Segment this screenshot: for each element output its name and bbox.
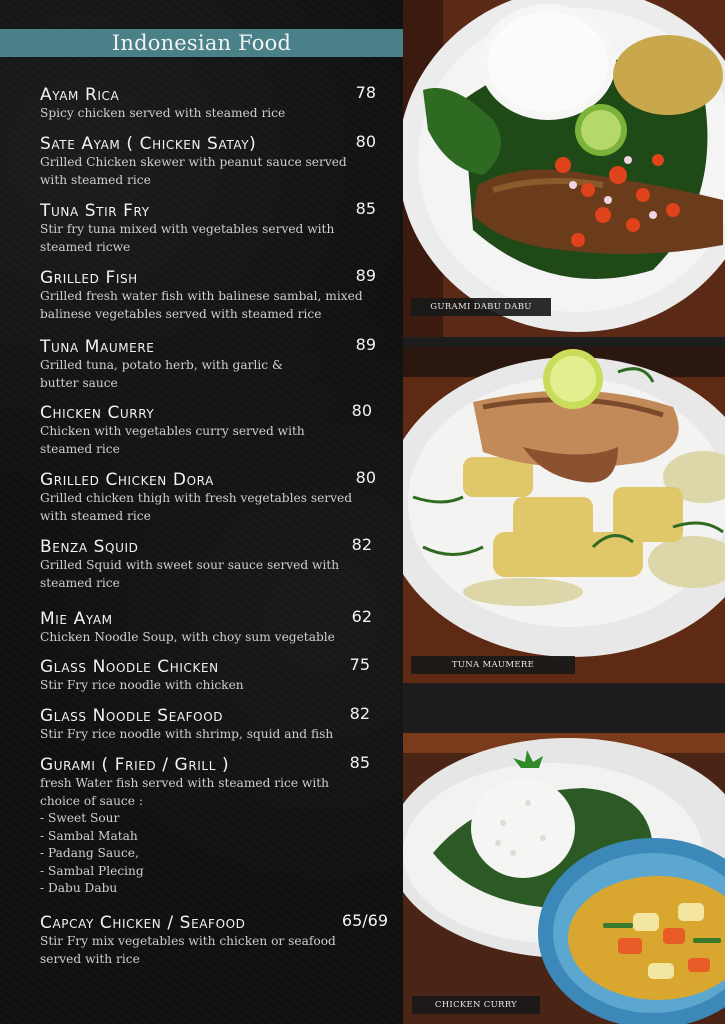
item-description — [40, 775, 340, 898]
item-description-text: fresh Water fish served with steamed rice with choice of sauce : — [40, 776, 329, 808]
item-description: Chicken with vegetables curry served with steamed rice — [40, 424, 305, 456]
item-price: 80 — [351, 401, 372, 420]
gurami-dish-image — [403, 0, 725, 337]
item-price: 80 — [355, 132, 376, 151]
photo-caption: CHICKEN CURRY — [412, 996, 540, 1014]
title-bar — [0, 29, 403, 57]
item-price: 89 — [355, 335, 376, 354]
item-description: Spicy chicken served with steamed rice — [40, 106, 286, 120]
item-name: Glass Noodle Seafood — [40, 706, 224, 726]
item-price: 82 — [349, 704, 370, 723]
sauce-option: - Sambal Matah — [40, 828, 138, 843]
photo-gurami-dabu-dabu — [403, 0, 725, 337]
item-price: 65/69 — [341, 911, 388, 930]
item-name: Sate Ayam ( Chicken Satay) — [40, 134, 257, 154]
sauce-option: - Sambal Plecing — [40, 863, 144, 878]
sauce-option: - Dabu Dabu — [40, 881, 118, 895]
item-name: Mie Ayam — [40, 609, 113, 629]
item-price: 85 — [355, 199, 376, 218]
item-price: 82 — [351, 535, 372, 554]
photo-caption: TUNA MAUMERE — [411, 656, 575, 674]
item-name: Ayam Rica — [40, 85, 120, 105]
item-price: 80 — [355, 468, 376, 487]
item-description: Chicken Noodle Soup, with choy sum vegetable — [40, 630, 335, 644]
divider — [403, 683, 725, 733]
item-description: Grilled Squid with sweet sour sauce served with steamed rice — [40, 558, 340, 590]
item-price: 75 — [349, 655, 370, 674]
chicken-curry-dish-image — [403, 733, 725, 1024]
item-description: Stir Fry rice noodle with chicken — [40, 678, 244, 692]
item-price: 89 — [355, 266, 376, 285]
photo-caption: GURAMI DABU DABU — [411, 298, 551, 316]
item-name: Glass Noodle Chicken — [40, 657, 219, 677]
item-price: 85 — [349, 753, 370, 772]
item-description: Stir fry tuna mixed with vegetables served with steamed ricwe — [40, 222, 335, 254]
item-description: Grilled tuna, potato herb, with garlic & butter sauce — [40, 358, 283, 390]
item-price: 62 — [351, 607, 372, 626]
item-name: Gurami ( Fried / Grill ) — [40, 755, 230, 775]
sauce-option: - Sweet Sour — [40, 811, 120, 825]
tuna-maumere-dish-image — [403, 347, 725, 683]
photo-tuna-maumere — [403, 347, 725, 683]
item-name: Grilled Chicken Dora — [40, 470, 214, 490]
item-description: Stir Fry rice noodle with shrimp, squid and fish — [40, 727, 334, 741]
sauce-option: - Padang Sauce, — [40, 846, 139, 860]
divider — [403, 337, 725, 347]
item-name: Tuna Stir Fry — [40, 201, 150, 221]
photo-chicken-curry — [403, 733, 725, 1024]
item-name: Chicken Curry — [40, 403, 155, 423]
item-description: Grilled Chicken skewer with peanut sauce served with steamed rice — [40, 155, 347, 187]
item-price: 78 — [355, 83, 376, 102]
item-description: Grilled chicken thigh with fresh vegetables served with steamed rice — [40, 491, 353, 523]
item-name: Grilled Fish — [40, 268, 138, 288]
item-name: Tuna Maumere — [40, 337, 155, 357]
item-description: Stir Fry mix vegetables with chicken or seafood served with rice — [40, 934, 336, 966]
item-name: Benza Squid — [40, 537, 139, 557]
item-description: Grilled fresh water fish with balinese sambal, mixed balinese vegetables served with steamed rice — [40, 289, 363, 321]
item-name: Capcay Chicken / Seafood — [40, 913, 246, 933]
menu-title: Indonesian Food — [111, 31, 292, 55]
